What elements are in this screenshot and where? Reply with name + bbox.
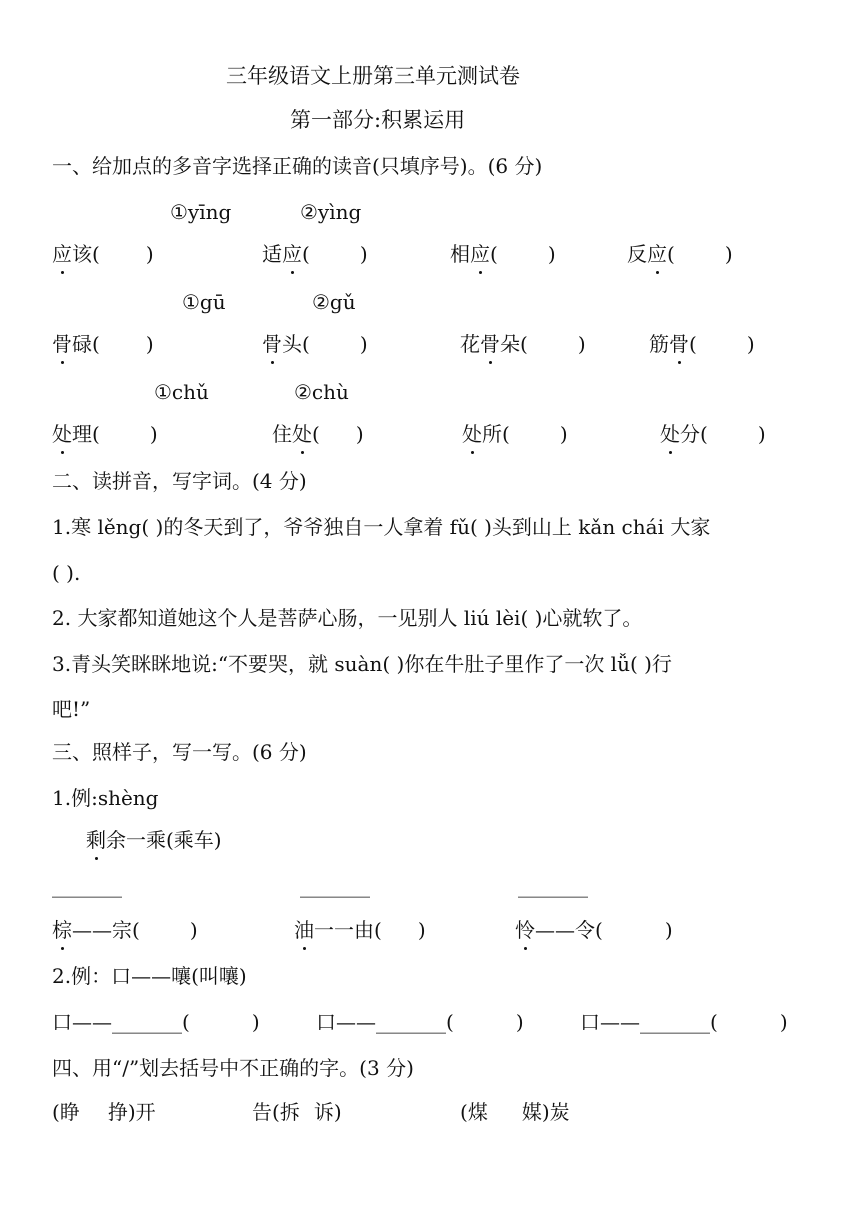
emphasis-dot-char: 应: [647, 242, 667, 266]
emphasis-dot-char: 油: [294, 918, 314, 942]
q2-line-2: 2. 大家都知道她这个人是菩萨心肠，一见别人 liú lèi( )心就软了。: [52, 606, 643, 630]
q1-g1-option-2: ②yìng: [300, 200, 362, 224]
emphasis-dot-char: 骨: [480, 332, 500, 356]
q4-item-1[interactable]: (睁 挣)开: [52, 1100, 156, 1124]
q1-g3-word-2: 住处( ): [272, 422, 364, 446]
emphasis-dot-char: 处: [52, 422, 72, 446]
q2-line-1: 1.寒 lěng( )的冬天到了，爷爷独自一人拿着 fǔ( )头到山上 kǎn chái 大家: [52, 515, 711, 539]
q2-line-1-cont: ( ).: [52, 561, 81, 585]
emphasis-dot-char: 应: [470, 242, 490, 266]
q3-item-2: 油一一由( ): [294, 918, 426, 942]
emphasis-dot-char: 剩: [86, 828, 106, 852]
q1-g2-word-4: 筋骨( ): [649, 332, 755, 356]
q3-item-3: 怜——令( ): [515, 918, 673, 942]
q1-g3-word-4: 处分( ): [660, 422, 766, 446]
emphasis-dot-char: 骨: [52, 332, 72, 356]
q3-ex2-item-1: 口——_______( ): [52, 1010, 260, 1034]
q1-g1-word-4: 反应( ): [627, 242, 733, 266]
q1-g3-word-1: 处理( ): [52, 422, 158, 446]
q1-g2-word-1: 骨碌( ): [52, 332, 154, 356]
emphasis-dot-char: 骨: [262, 332, 282, 356]
emphasis-dot-char: 棕: [52, 918, 72, 942]
part-title: 第一部分:积累运用: [290, 108, 466, 132]
q2-heading: 二、读拼音，写字词。(4 分): [52, 469, 307, 493]
q3-heading: 三、照样子，写一写。(6 分): [52, 740, 307, 764]
pinyin-blank-1[interactable]: _______: [52, 874, 122, 898]
pinyin-blank-3[interactable]: _______: [518, 874, 588, 898]
q1-g1-option-1: ①yīng: [170, 200, 232, 224]
q1-g1-word-1: 应该( ): [52, 242, 154, 266]
q1-g2-option-2: ②gǔ: [312, 290, 356, 314]
emphasis-dot-char: 怜: [515, 918, 535, 942]
q1-g1-word-2: 适应( ): [262, 242, 368, 266]
q3-example-1: 剩余一乘(乘车): [86, 828, 222, 852]
emphasis-dot-char: 处: [292, 422, 312, 446]
q1-g1-word-3: 相应( ): [450, 242, 556, 266]
q1-heading: 一、给加点的多音字选择正确的读音(只填序号)。(6 分): [52, 154, 543, 178]
q3-ex2-item-2: 口——_______( ): [316, 1010, 524, 1034]
q1-g3-option-2: ②chù: [294, 380, 349, 404]
document-title: 三年级语文上册第三单元测试卷: [226, 64, 520, 88]
q4-item-3[interactable]: (煤 媒)炭: [460, 1100, 570, 1124]
q2-line-3: 3.青头笑眯眯地说:“不要哭，就 suàn( )你在牛肚子里作了一次 lǚ( )行: [52, 652, 672, 676]
q3-item-1: 棕——宗( ): [52, 918, 198, 942]
q3-ex2-item-3: 口——_______( ): [580, 1010, 788, 1034]
emphasis-dot-char: 应: [52, 242, 72, 266]
emphasis-dot-char: 骨: [669, 332, 689, 356]
emphasis-dot-char: 处: [660, 422, 680, 446]
q1-g2-option-1: ①gū: [182, 290, 226, 314]
q1-g2-word-3: 花骨朵( ): [460, 332, 586, 356]
pinyin-blank-2[interactable]: _______: [300, 874, 370, 898]
emphasis-dot-char: 应: [282, 242, 302, 266]
q4-item-2[interactable]: 告(拆 诉): [252, 1100, 342, 1124]
q2-line-3-cont: 吧!”: [52, 697, 91, 721]
q1-g3-option-1: ①chǔ: [154, 380, 209, 404]
q1-g2-word-2: 骨头( ): [262, 332, 368, 356]
q3-example-2: 2.例：口——嚷(叫嚷): [52, 964, 247, 988]
emphasis-dot-char: 处: [462, 422, 482, 446]
q3-example-1-label: 1.例:shèng: [52, 786, 159, 810]
q4-heading: 四、用“/”划去括号中不正确的字。(3 分): [52, 1056, 414, 1080]
q1-g3-word-3: 处所( ): [462, 422, 568, 446]
